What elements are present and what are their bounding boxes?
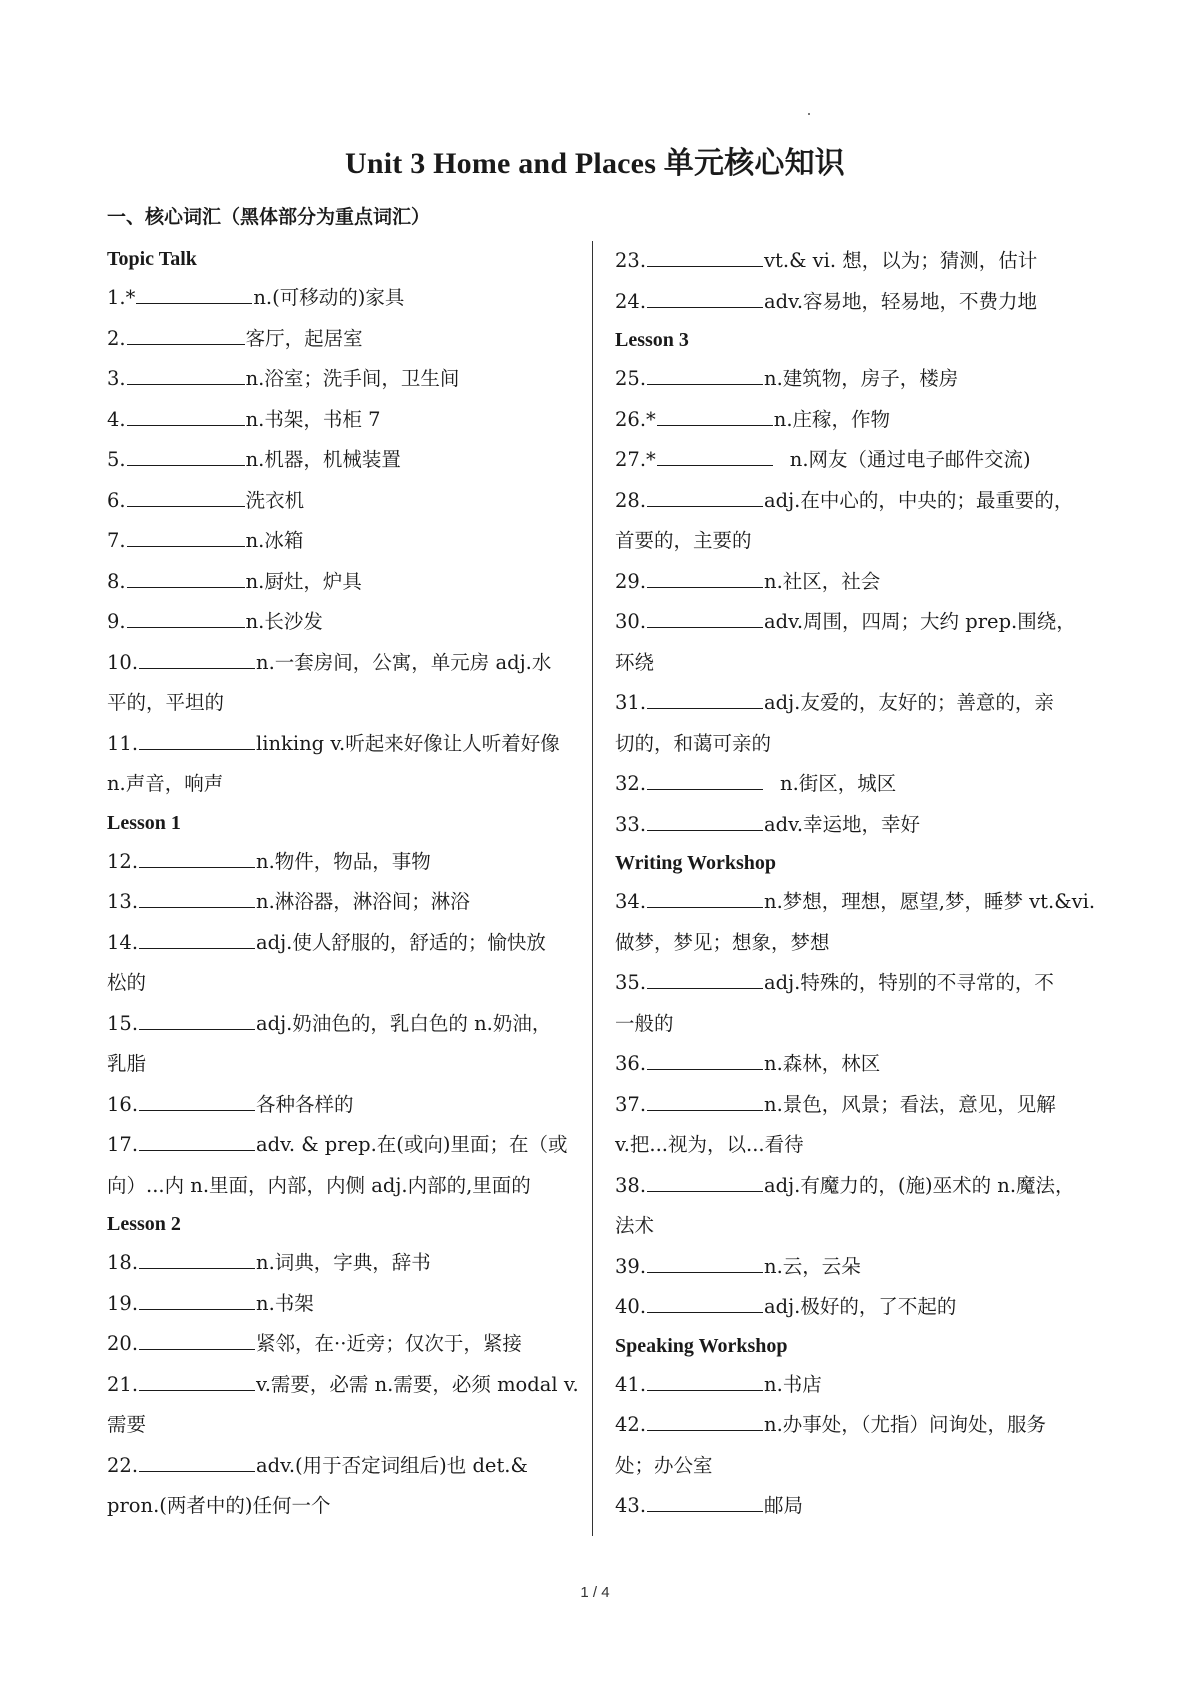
vocab-item [107, 400, 592, 441]
item-number: 9. [107, 610, 126, 633]
item-number: 18. [107, 1251, 139, 1274]
item-definition: n.书架 [256, 1291, 314, 1315]
answer-blank[interactable] [647, 484, 763, 507]
definition-continuation: v.把...视为，以...看待 [615, 1133, 804, 1156]
vocab-item [107, 1284, 592, 1325]
item-definition: n.梦想，理想，愿望,梦，睡梦 vt.&vi. [764, 890, 1096, 913]
item-number: 36. [615, 1052, 647, 1075]
item-definition: adj.极好的，了不起的 [764, 1295, 957, 1318]
vocab-item [107, 923, 592, 964]
item-number: 41. [615, 1372, 647, 1396]
item-definition: n.庄稼，作物 [773, 407, 891, 431]
right-column [615, 241, 1096, 1527]
left-column [107, 241, 592, 1527]
item-number: 42. [615, 1413, 647, 1436]
subsection-heading: Writing Workshop [615, 852, 776, 874]
item-number: 19. [107, 1291, 139, 1315]
item-number: 15. [107, 1011, 139, 1035]
item-number: 2. [107, 326, 126, 350]
item-definition: adj.奶油色的，乳白色的 n.奶油， [256, 1011, 552, 1035]
answer-blank[interactable] [647, 1088, 763, 1111]
vocab-item [615, 1085, 1080, 1126]
item-number: 24. [615, 289, 647, 313]
item-definition: linking v.听起来好像让人听着好像 [256, 731, 560, 755]
page-number: 1 / 4 [580, 1584, 610, 1601]
vocab-item [107, 724, 592, 765]
item-definition: 各种各样的 [256, 1092, 354, 1116]
item-definition: n.词典，字典，辞书 [256, 1251, 431, 1274]
item-definition: adj.特殊的，特别的不寻常的，不 [764, 971, 1054, 994]
item-definition: adv.(用于否定词组后)也 det.& [256, 1453, 528, 1477]
subsection-heading: Lesson 3 [615, 329, 689, 351]
answer-blank[interactable] [647, 565, 763, 588]
answer-blank[interactable] [647, 966, 763, 989]
vocab-item [615, 1166, 1080, 1207]
answer-blank[interactable] [647, 244, 763, 267]
definition-continuation: 首要的，主要的 [615, 529, 752, 552]
subsection-heading: Lesson 2 [107, 1213, 181, 1235]
vocab-item [615, 882, 1096, 923]
item-number: 23. [615, 249, 647, 272]
page-title: Unit 3 Home and Places 单元核心知识 [345, 147, 845, 180]
item-definition: n.森林，林区 [764, 1052, 881, 1075]
vocab-item [107, 521, 592, 562]
item-number: 29. [615, 569, 647, 593]
answer-blank[interactable] [127, 403, 245, 426]
answer-blank[interactable] [139, 1449, 255, 1472]
answer-blank[interactable] [647, 767, 763, 790]
vocab-item [615, 1405, 1080, 1446]
answer-blank[interactable] [139, 845, 255, 868]
vocab-item [107, 1125, 592, 1166]
item-number: 17. [107, 1133, 139, 1156]
item-definition: 紧邻，在··近旁；仅次于，紧接 [256, 1332, 522, 1355]
item-definition: n.浴室；洗手间，卫生间 [245, 367, 460, 390]
item-number: 8. [107, 569, 126, 593]
item-number: 6. [107, 488, 126, 512]
item-definition: n.机器，机械装置 [245, 448, 401, 471]
subsection-heading: Speaking Workshop [615, 1334, 788, 1357]
item-number: 3. [107, 367, 126, 390]
item-definition: n.(可移动的)家具 [253, 286, 405, 309]
item-definition: n.物件，物品，事物 [256, 849, 431, 873]
item-number: 25. [615, 367, 647, 390]
item-number: 11. [107, 731, 139, 755]
definition-continuation: 环绕 [615, 650, 655, 674]
answer-blank[interactable] [647, 1290, 763, 1313]
definition-continuation: 切的，和蔼可亲的 [615, 731, 772, 755]
answer-blank[interactable] [127, 484, 245, 507]
item-number: 13. [107, 890, 139, 913]
definition-continuation: pron.(两者中的)任何一个 [107, 1494, 331, 1517]
answer-blank[interactable] [139, 926, 255, 949]
answer-blank[interactable] [139, 1368, 255, 1391]
answer-blank[interactable] [647, 1169, 763, 1192]
item-number: 21. [107, 1372, 139, 1396]
item-definition: 洗衣机 [245, 488, 305, 512]
item-definition: n.网友（通过电子邮件交流) [789, 448, 1031, 471]
subsection-heading: Topic Talk [107, 248, 197, 270]
item-definition: n.淋浴器，淋浴间；淋浴 [256, 890, 470, 913]
answer-blank[interactable] [139, 1007, 255, 1030]
item-definition: adj.有魔力的，(施)巫术的 n.魔法， [764, 1173, 1075, 1197]
vocab-item [615, 562, 1080, 603]
item-definition: n.云，云朵 [764, 1254, 861, 1278]
speck-mark [808, 113, 810, 115]
vocab-item [107, 842, 592, 883]
item-number: 39. [615, 1254, 647, 1278]
item-definition: adv.幸运地，幸好 [764, 812, 921, 836]
answer-blank[interactable] [127, 322, 245, 345]
item-number: 31. [615, 691, 647, 714]
answer-blank[interactable] [647, 362, 763, 385]
definition-continuation: 需要 [107, 1413, 147, 1436]
vocab-item [107, 643, 592, 684]
vocab-item [107, 1446, 592, 1487]
answer-blank[interactable] [127, 565, 245, 588]
definition-continuation: 做梦，梦见；想象，梦想 [615, 930, 830, 954]
answer-blank[interactable] [127, 443, 245, 466]
definition-continuation: n.声音，响声 [107, 772, 224, 795]
item-definition: vt.& vi. 想，以为；猜测，估计 [764, 249, 1038, 272]
answer-blank[interactable] [127, 524, 245, 547]
item-number: 22. [107, 1453, 139, 1477]
answer-blank[interactable] [647, 285, 763, 308]
answer-blank[interactable] [139, 727, 255, 750]
answer-blank[interactable] [647, 1047, 763, 1070]
vocab-item [615, 1287, 1080, 1328]
vocab-item [615, 359, 1080, 400]
answer-blank[interactable] [139, 646, 255, 669]
item-number: 27.* [615, 448, 656, 471]
item-definition: n.办事处，（尤指）问询处，服务 [764, 1413, 1047, 1436]
item-number: 16. [107, 1092, 139, 1116]
definition-continuation: 一般的 [615, 1011, 674, 1035]
answer-blank[interactable] [647, 808, 763, 831]
item-definition: 邮局 [764, 1494, 804, 1517]
definition-continuation: 处；办公室 [615, 1453, 713, 1477]
vocab-item [107, 1085, 592, 1126]
item-definition: 客厅，起居室 [245, 326, 363, 350]
item-definition: adv.容易地，轻易地，不费力地 [764, 289, 1038, 313]
item-definition: adj.在中心的，中央的；最重要的， [764, 488, 1074, 512]
vocab-item [615, 1365, 1080, 1406]
item-number: 4. [107, 407, 126, 431]
vocab-item [615, 683, 1080, 724]
item-number: 43. [615, 1494, 647, 1517]
answer-blank[interactable] [647, 1489, 763, 1512]
item-definition: adj.使人舒服的，舒适的；愉快放 [256, 930, 546, 954]
vocab-item [615, 440, 1080, 481]
answer-blank[interactable] [647, 1368, 763, 1391]
item-number: 37. [615, 1092, 647, 1116]
item-number: 38. [615, 1173, 647, 1197]
vocab-item [615, 282, 1080, 323]
item-number: 12. [107, 849, 139, 873]
vocab-item [615, 1486, 1080, 1527]
item-number: 7. [107, 529, 126, 552]
item-number: 30. [615, 610, 647, 633]
answer-blank[interactable] [139, 885, 255, 908]
vocab-item [107, 278, 592, 319]
answer-blank[interactable] [647, 1408, 763, 1431]
column-divider [592, 241, 593, 1536]
item-number: 40. [615, 1295, 647, 1318]
item-definition: n.建筑物，房子，楼房 [764, 367, 959, 390]
definition-continuation: 平的，平坦的 [107, 691, 225, 714]
definition-continuation: 向）...内 n.里面，内部，内侧 adj.内部的,里面的 [107, 1173, 531, 1197]
vocab-item [107, 882, 592, 923]
item-number: 28. [615, 488, 647, 512]
subsection-heading: Lesson 1 [107, 811, 181, 834]
answer-blank[interactable] [139, 1128, 255, 1151]
vocab-item [615, 1247, 1080, 1288]
answer-blank[interactable] [139, 1287, 255, 1310]
item-definition: adj.友爱的，友好的；善意的，亲 [764, 691, 1054, 714]
vocab-item [615, 481, 1080, 522]
section-heading: 一、核心词汇（黑体部分为重点词汇） [107, 206, 431, 228]
definition-continuation: 法术 [615, 1214, 655, 1237]
item-definition: n.冰箱 [245, 529, 304, 552]
answer-blank[interactable] [657, 403, 773, 426]
vocab-item [615, 400, 1080, 441]
item-definition: n.街区，城区 [780, 772, 897, 795]
item-number: 26.* [615, 407, 656, 431]
item-number: 14. [107, 930, 139, 954]
item-number: 32. [615, 772, 647, 795]
item-number: 35. [615, 971, 647, 994]
item-definition: n.厨灶，炉具 [245, 569, 362, 593]
item-number: 20. [107, 1332, 139, 1355]
vocab-item [107, 319, 592, 360]
vocab-item [615, 764, 1080, 805]
item-definition: n.社区，社会 [764, 569, 881, 593]
vocab-item [107, 562, 592, 603]
answer-blank[interactable] [647, 1250, 763, 1273]
definition-continuation: 乳脂 [107, 1052, 147, 1075]
answer-blank[interactable] [136, 281, 252, 304]
item-number: 10. [107, 650, 139, 674]
answer-blank[interactable] [657, 443, 773, 466]
vocab-item [107, 440, 592, 481]
vocab-item [107, 602, 592, 643]
item-number: 1.* [107, 286, 136, 309]
vocab-item [107, 1004, 592, 1045]
answer-blank[interactable] [139, 1088, 255, 1111]
answer-blank[interactable] [647, 605, 763, 628]
item-number: 33. [615, 812, 647, 836]
vocab-item [615, 241, 1080, 282]
item-definition: v.需要，必需 n.需要，必须 modal v. [256, 1372, 579, 1396]
vocab-item [107, 359, 592, 400]
item-definition: adv.周围，四周；大约 prep.围绕， [764, 610, 1076, 633]
answer-blank[interactable] [647, 885, 763, 908]
vocab-item [107, 481, 592, 522]
vocab-item [615, 602, 1080, 643]
item-definition: n.长沙发 [245, 610, 323, 633]
answer-blank[interactable] [139, 1327, 255, 1350]
item-definition: n.景色，风景；看法，意见，见解 [764, 1092, 1056, 1116]
answer-blank[interactable] [127, 605, 245, 628]
answer-blank[interactable] [647, 686, 763, 709]
vocab-item [615, 805, 1080, 846]
item-number: 5. [107, 448, 126, 471]
answer-blank[interactable] [139, 1246, 255, 1269]
item-number: 34. [615, 890, 647, 913]
vocab-item [107, 1324, 592, 1365]
item-definition: adv. & prep.在(或向)里面；在（或 [256, 1133, 568, 1156]
item-definition: n.书店 [764, 1372, 822, 1396]
vocab-item [615, 1044, 1080, 1085]
vocab-item [107, 1365, 592, 1406]
vocab-item [107, 1243, 592, 1284]
item-definition: n.书架，书柜 7 [245, 407, 381, 431]
vocab-item [615, 963, 1080, 1004]
answer-blank[interactable] [127, 362, 245, 385]
definition-continuation: 松的 [107, 971, 147, 994]
item-definition: n.一套房间，公寓，单元房 adj.水 [256, 650, 552, 674]
